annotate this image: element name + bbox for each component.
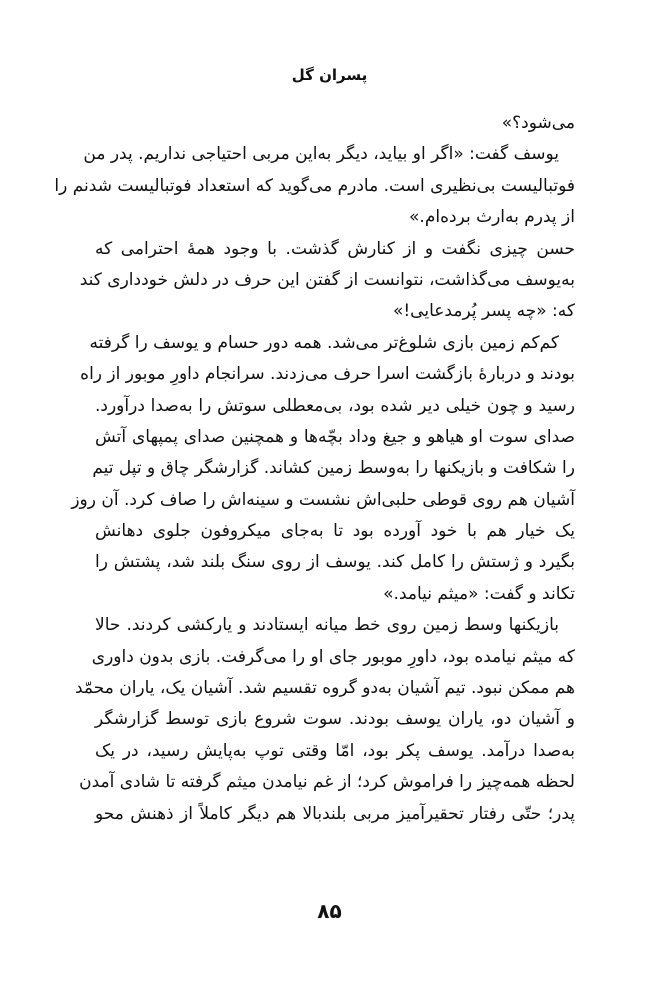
- text-line: از پدرم به‌ارث برده‌ام.»: [409, 207, 575, 228]
- running-header: پسران گل: [291, 66, 368, 84]
- text-line: رسید و چون خیلی دیر شده بود، بی‌معطلی سوتش را به‌صدا درآورد.: [95, 395, 575, 416]
- text-line: بگیرد و ژستش را کامل کند. یوسف از روی سنگ بلند شد، پشتش را: [95, 552, 575, 573]
- text-line: یوسف گفت: «اگر او بیاید، دیگر به‌این مربی احتیاجی نداریم. پدر من: [83, 144, 559, 165]
- text-line: فوتبالیست بی‌نظیری است. مادرم می‌گوید که استعداد فوتبالیست شدنم را: [54, 175, 575, 196]
- text-line: صدای سوت او هیاهو و جیغ وداد بچّه‌ها و همچنین صدای پمپهای آتش: [95, 426, 575, 447]
- text-line: پدر؛ حتّی رفتار تحقیرآمیز مربی بلندبالا هم دیگر کاملاً از ذهنش محو: [95, 803, 575, 824]
- text-line: یک خیار هم با خود آورده بود تا به‌جای میکروفون جلوی دهانش: [95, 521, 575, 542]
- text-line: که: «چه پسر پُرمدعایی!»: [392, 301, 575, 322]
- text-line: تکاند و گفت: «میثم نیامد.»: [383, 583, 575, 604]
- text-line: آشیان هم روی قوطی حلبی‌اش نشست و سینه‌اش را صاف کرد. آن روز: [71, 489, 575, 510]
- body-text: [54, 108, 575, 830]
- text-line: لحظه همه‌چیز را فراموش کرد؛ از غم نیامدن میثم گرفته تا شادی آمدن: [79, 772, 575, 793]
- text-line: کم‌کم زمین بازی شلوغ‌تر می‌شد. همه دور حسام و یوسف را گرفته: [89, 332, 559, 353]
- text-line: و آشیان دو، یاران یوسف بودند. سوت شروع بازی توسط گزارشگر: [95, 709, 575, 730]
- text-line: هم ممکن نبود. تیم آشیان به‌دو گروه تقسیم شد. آشیان یک، یاران محمّد: [74, 678, 575, 699]
- text-line: حسن چیزی نگفت و از کنارش گذشت. با وجود همهٔ احترامی که: [95, 238, 575, 259]
- text-line: را شکافت و بازیکنها را به‌وسط زمین کشاند. گزارشگر چاق و تپل تیم: [92, 458, 575, 479]
- text-line: به‌یوسف می‌گذاشت، نتوانست از گفتن این حرف در دلش خودداری کند: [79, 269, 575, 290]
- text-line: بودند و دربارهٔ بازگشت اسرا حرف می‌زدند. سرانجام داورِ موبور از راه: [80, 364, 575, 385]
- text-line: می‌شود؟»: [501, 113, 575, 133]
- text-line: که میثم نیامده بود، داورِ موبور جای او را می‌گرفت. بازی بدون داوری: [91, 646, 575, 667]
- text-line: بازیکنها وسط زمین روی خط میانه ایستادند و یارکشی کردند. حالا: [95, 615, 559, 636]
- text-line: به‌صدا درآمد. یوسف پکر بود، امّا وقتی توپ به‌پایش رسید، در یک: [95, 740, 575, 761]
- page-number: ۸۵: [317, 899, 342, 923]
